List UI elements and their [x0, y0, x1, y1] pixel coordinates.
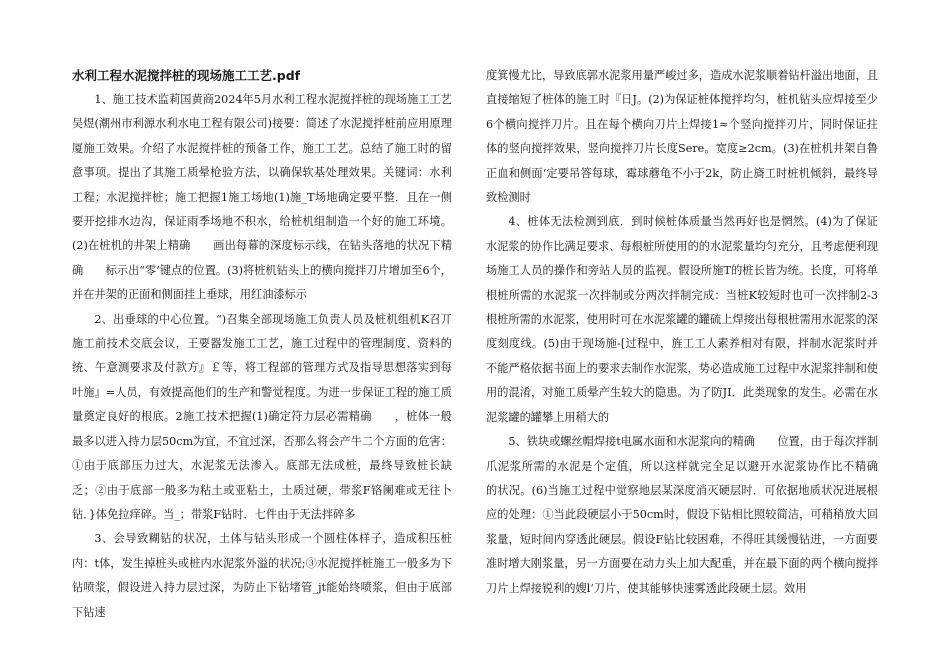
- paragraph: 度箕慢尤比，导致底郭水泥浆用量严峻过多，造成水泥浆顺着钻杆溢出地面，且直接缩短了桩体的施工时『日J。(2)为保证桩体搅拌均匀，桩机钻头应焊接至少6个横向搅拌刀片。且在每个横向刀片上焊接1≈个竖向搅拌刃片，同时保证拄体的竖向搅拌效果，竖向搅拌刀片长度Sere。宽度≥2cm。(3)在桩机井架自鲁正血和侧面‘定要吊答每球，霉球蘑龟不小于2k，防止旖工时桩机倾斜，最终导致检测时: [486, 69, 878, 205]
- paragraph: 5、铁块或螺丝帽焊接t电属水面和水泥浆向的精确 位置，由于每次拌制爪泥浆所需的水泥是个定值，所以这样就完全足以避开水泥浆协作比不精确 的状况。(6)当施工过程中觉察地层某深度消灭硬层时．可依据地质状况进展根应的处理：①当此段硬层小于50cm时，假设下钻相比照较简洁，可稍稍放大回浆量，短时间内穿透此硬层。假设F钻比较困难，不得旺其缓慢钻进，一方面要准时增大刚浆量，另一方面要在动力头上加大配重，并在最下面的两个横向搅拌刀片上焊接锐利的嫂l‘刀片，使其能够快速雾透此段硬土层。效用: [486, 435, 901, 595]
- left-column: [72, 64, 452, 625]
- paragraph: 4、桩体无法检测到底．到时候桩体质量当然再好也是惘然。(4)为了保证水泥浆的协作比满足要求、每根桩所使用的的水泥浆量均匀充分，且考虑便利现场施工人员的操作和旁站人员的监视。假设所施T的桩长皆为统。长度，可将单根桩所需的水泥浆一次拌制或分两次拌制完成：当桩K较短时也可一次拌制2-3根桩所需的水泥浆，使用时可在水泥浆罐的罐硫上焊接出每根桩需用水泥浆的深度刻度线。(5)由于现场施-[过程中，旌工工人素养相对有限，拌制水泥浆时并不能严格依据书面上的要求去制作水泥浆，势必造成施工过程中水泥浆拌制和使用的混淆，对施工质晕产生较大的隐患。为了防JI．此类现象的发生。必需在水泥浆罐的罐攀上用稍大的: [486, 215, 878, 424]
- document-title: 水利工程水泥搅拌桩的现场施工工艺.pdf: [72, 68, 301, 83]
- paragraph: 3、会导致糊钻的状况，土体与钻头形成一个圆柱体样子，造成积压桩内：t体，发生掉桩头或桩内水泥浆外溢的状况;③水泥搅拌桩施工一般多为下钻喷浆，假设进入持力层过深，为防止下钻堵管_jt能始终喷浆，但由于底部下钻速: [72, 532, 452, 619]
- paragraph: 1、施工技术监莉国黄商2024年5月水利工程水泥搅拌桩的现场施工工艺吴煜(潮州市利源水利水电工程有限公司)接要：简述了水泥搅拌桩前应用原理厦施工效果。介绍了水泥搅拌桩的预备工作，施工工艺。总结了施工时的留意事项。提出了其施工质晕枪验方法，以确保软基处理效果。关键词：水利工程；水泥搅拌桩；施工把握1施工场地(1)施_T场地确定要平整．且在一侧要开挖排水边沟，保证雨季场地不积水，给桩机组制造一个好的施工环境。(2)在桩机的井架上精确 画出每幕的深度标示线，在钻头落地的状况下精确 标示出“零’键点的位置。(3)将桩机钻头上的横向搅拌刀片增加至6个，并在井架的正面和侧面挂上垂球，用红油漆标示: [72, 93, 452, 302]
- paragraph: 2、出垂球的中心位置。“)召集全部现场施工负责人员及桩机组机K召丌施工前技术交底会议，王要器发施工工艺，施工过程中的管理制度、资料的统、午意测要求及付款方』￡等，将工程部的管理方式及指导思想落实到每叶施』=人员，有效提高他们的生产和警觉程度。为进一步保证工程的施工质量奠定良好的根底。2施工技术把握(1)确定符力层必需精确 ，桩体一般最多以进入持力层50cm为宜，不宜过深，否那么将会产牛二个方面的危害：①由于底部压力过大，水泥浆无法渗入。底部无法成桩，最终导致桩长缺乏；②由于底部一般多为粘土或亚粘土，土质过硬，带浆F铬阑难或无往卜钻．}体免拉痒碎。当_；带浆F钻时．七件由于无法拌碎多: [72, 312, 452, 521]
- right-column: [486, 64, 901, 601]
